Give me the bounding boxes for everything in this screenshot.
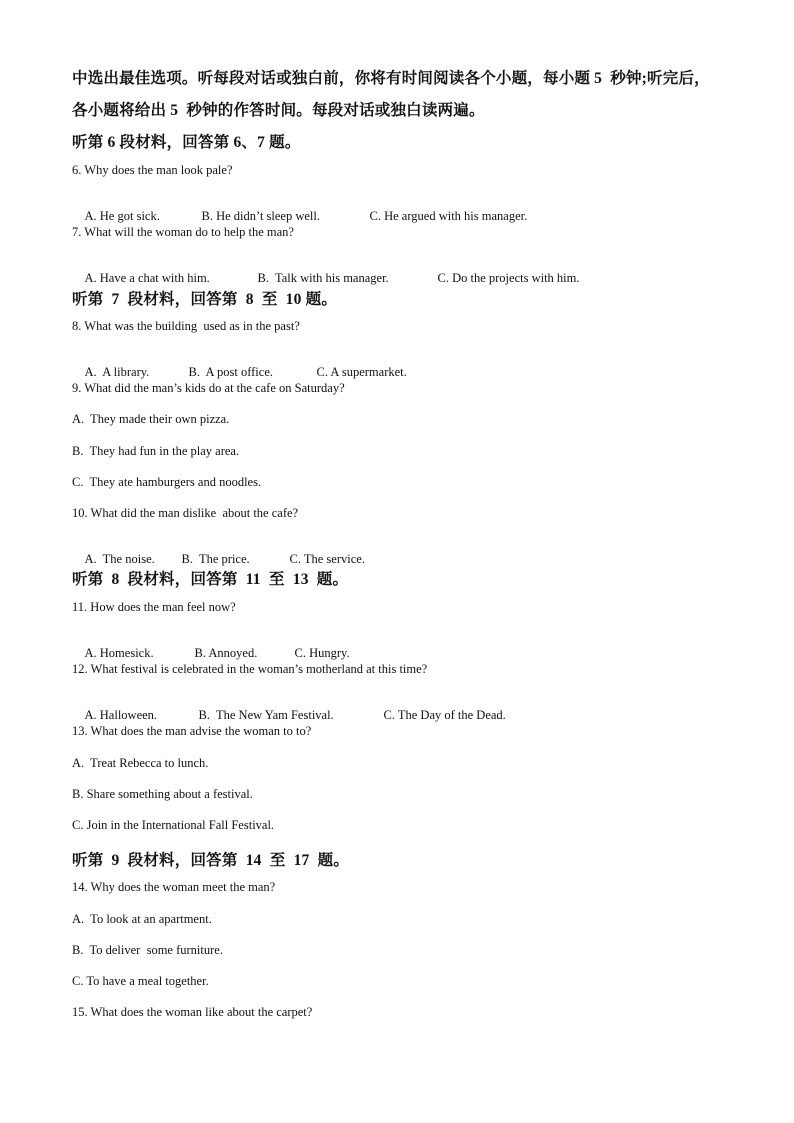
question-text: 9. What did the man’s kids do at the cafe on Saturday? bbox=[72, 381, 345, 395]
option-b: B. To deliver some furniture. bbox=[72, 943, 223, 957]
question-text: 13. What does the man advise the woman to to? bbox=[72, 724, 312, 738]
option-b: B. Talk with his manager. bbox=[257, 271, 389, 285]
option-a: A. Homesick. bbox=[84, 646, 154, 660]
question-text: 14. Why does the woman meet the man? bbox=[72, 880, 276, 894]
section-header: 听第 7 段材料，回答第 8 至 10 题。 bbox=[72, 291, 338, 308]
section-header: 听第 6 段材料，回答第 6、7 题。 bbox=[72, 134, 301, 151]
question-text: 15. What does the woman like about the carpet? bbox=[72, 1005, 313, 1019]
instructions-line-1: 中选出最佳选项。听每段对话或独白前，你将有时间阅读各个小题，每小题 5 秒钟;听完后， bbox=[72, 70, 710, 87]
option-c: C. He argued with his manager. bbox=[369, 209, 528, 223]
option-a: A. Have a chat with him. bbox=[84, 271, 210, 285]
option-c: C. Do the projects with him. bbox=[437, 271, 580, 285]
question-text: 12. What festival is celebrated in the woman’s motherland at this time? bbox=[72, 662, 428, 676]
question-text: 11. How does the man feel now? bbox=[72, 600, 236, 614]
option-c: C. To have a meal together. bbox=[72, 974, 209, 988]
section-header: 听第 8 段材料，回答第 11 至 13 题。 bbox=[72, 571, 349, 588]
option-b: B. The price. bbox=[181, 552, 250, 566]
option-a: A. Halloween. bbox=[84, 708, 158, 722]
option-a: A. They made their own pizza. bbox=[72, 412, 230, 426]
option-b: B. A post office. bbox=[188, 365, 273, 379]
option-b: B. Annoyed. bbox=[194, 646, 258, 660]
section-header: 听第 9 段材料，回答第 14 至 17 题。 bbox=[72, 852, 350, 869]
option-b: B. They had fun in the play area. bbox=[72, 444, 240, 458]
option-c: C. Join in the International Fall Festival. bbox=[72, 818, 275, 832]
question-text: 8. What was the building used as in the past? bbox=[72, 319, 300, 333]
option-b: B. Share something about a festival. bbox=[72, 787, 253, 801]
option-c: C. The Day of the Dead. bbox=[383, 708, 506, 722]
option-a: A. Treat Rebecca to lunch. bbox=[72, 756, 209, 770]
option-b: B. The New Yam Festival. bbox=[198, 708, 334, 722]
option-c: C. Hungry. bbox=[294, 646, 350, 660]
question-text: 6. Why does the man look pale? bbox=[72, 163, 233, 177]
option-c: C. They ate hamburgers and noodles. bbox=[72, 475, 262, 489]
option-c: C. The service. bbox=[289, 552, 365, 566]
question-text: 10. What did the man dislike about the cafe? bbox=[72, 506, 299, 520]
option-a: A. He got sick. bbox=[84, 209, 160, 223]
option-c: C. A supermarket. bbox=[316, 365, 407, 379]
option-b: B. He didn’t sleep well. bbox=[201, 209, 320, 223]
option-a: A. A library. bbox=[84, 365, 150, 379]
option-a: A. The noise. bbox=[84, 552, 155, 566]
instructions-line-2: 各小题将给出 5 秒钟的作答时间。每段对话或独白读两遍。 bbox=[72, 102, 485, 119]
question-text: 7. What will the woman do to help the man? bbox=[72, 225, 294, 239]
option-a: A. To look at an apartment. bbox=[72, 912, 212, 926]
